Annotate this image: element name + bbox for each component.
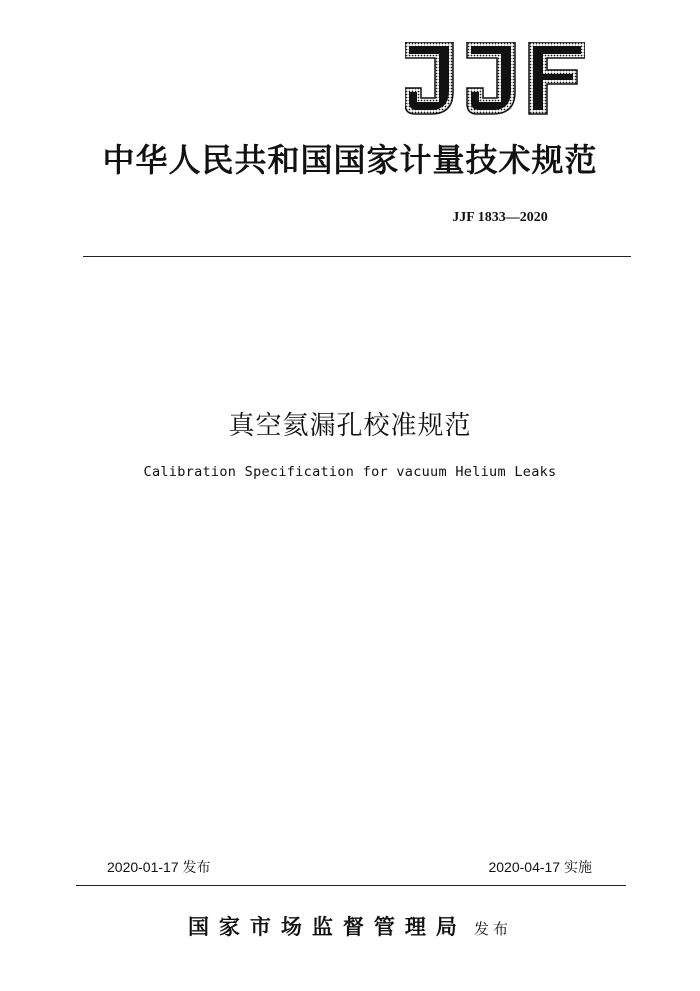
issuing-authority: 国家市场监督管理局	[187, 914, 467, 939]
document-number: JJF 1833—2020	[452, 210, 548, 225]
issue-date: 2020-01-17 发布	[107, 859, 211, 875]
jjf-logo	[405, 42, 585, 118]
logo-letter-f	[529, 42, 585, 114]
bottom-divider	[76, 885, 626, 886]
logo-letter-j1	[405, 42, 453, 114]
publisher-line	[0, 912, 700, 944]
publish-label: 发布	[474, 920, 513, 938]
document-title-english: Calibration Specification for vacuum Helium Leaks	[143, 464, 557, 480]
series-title: 中华人民共和国国家计量技术规范	[102, 141, 598, 179]
logo-letter-j2	[467, 42, 515, 114]
document-title-chinese: 真空氦漏孔校准规范	[228, 411, 472, 441]
implementation-date: 2020-04-17 实施	[488, 859, 592, 875]
jjf-logo-graphic	[405, 42, 585, 118]
top-divider	[83, 256, 631, 257]
